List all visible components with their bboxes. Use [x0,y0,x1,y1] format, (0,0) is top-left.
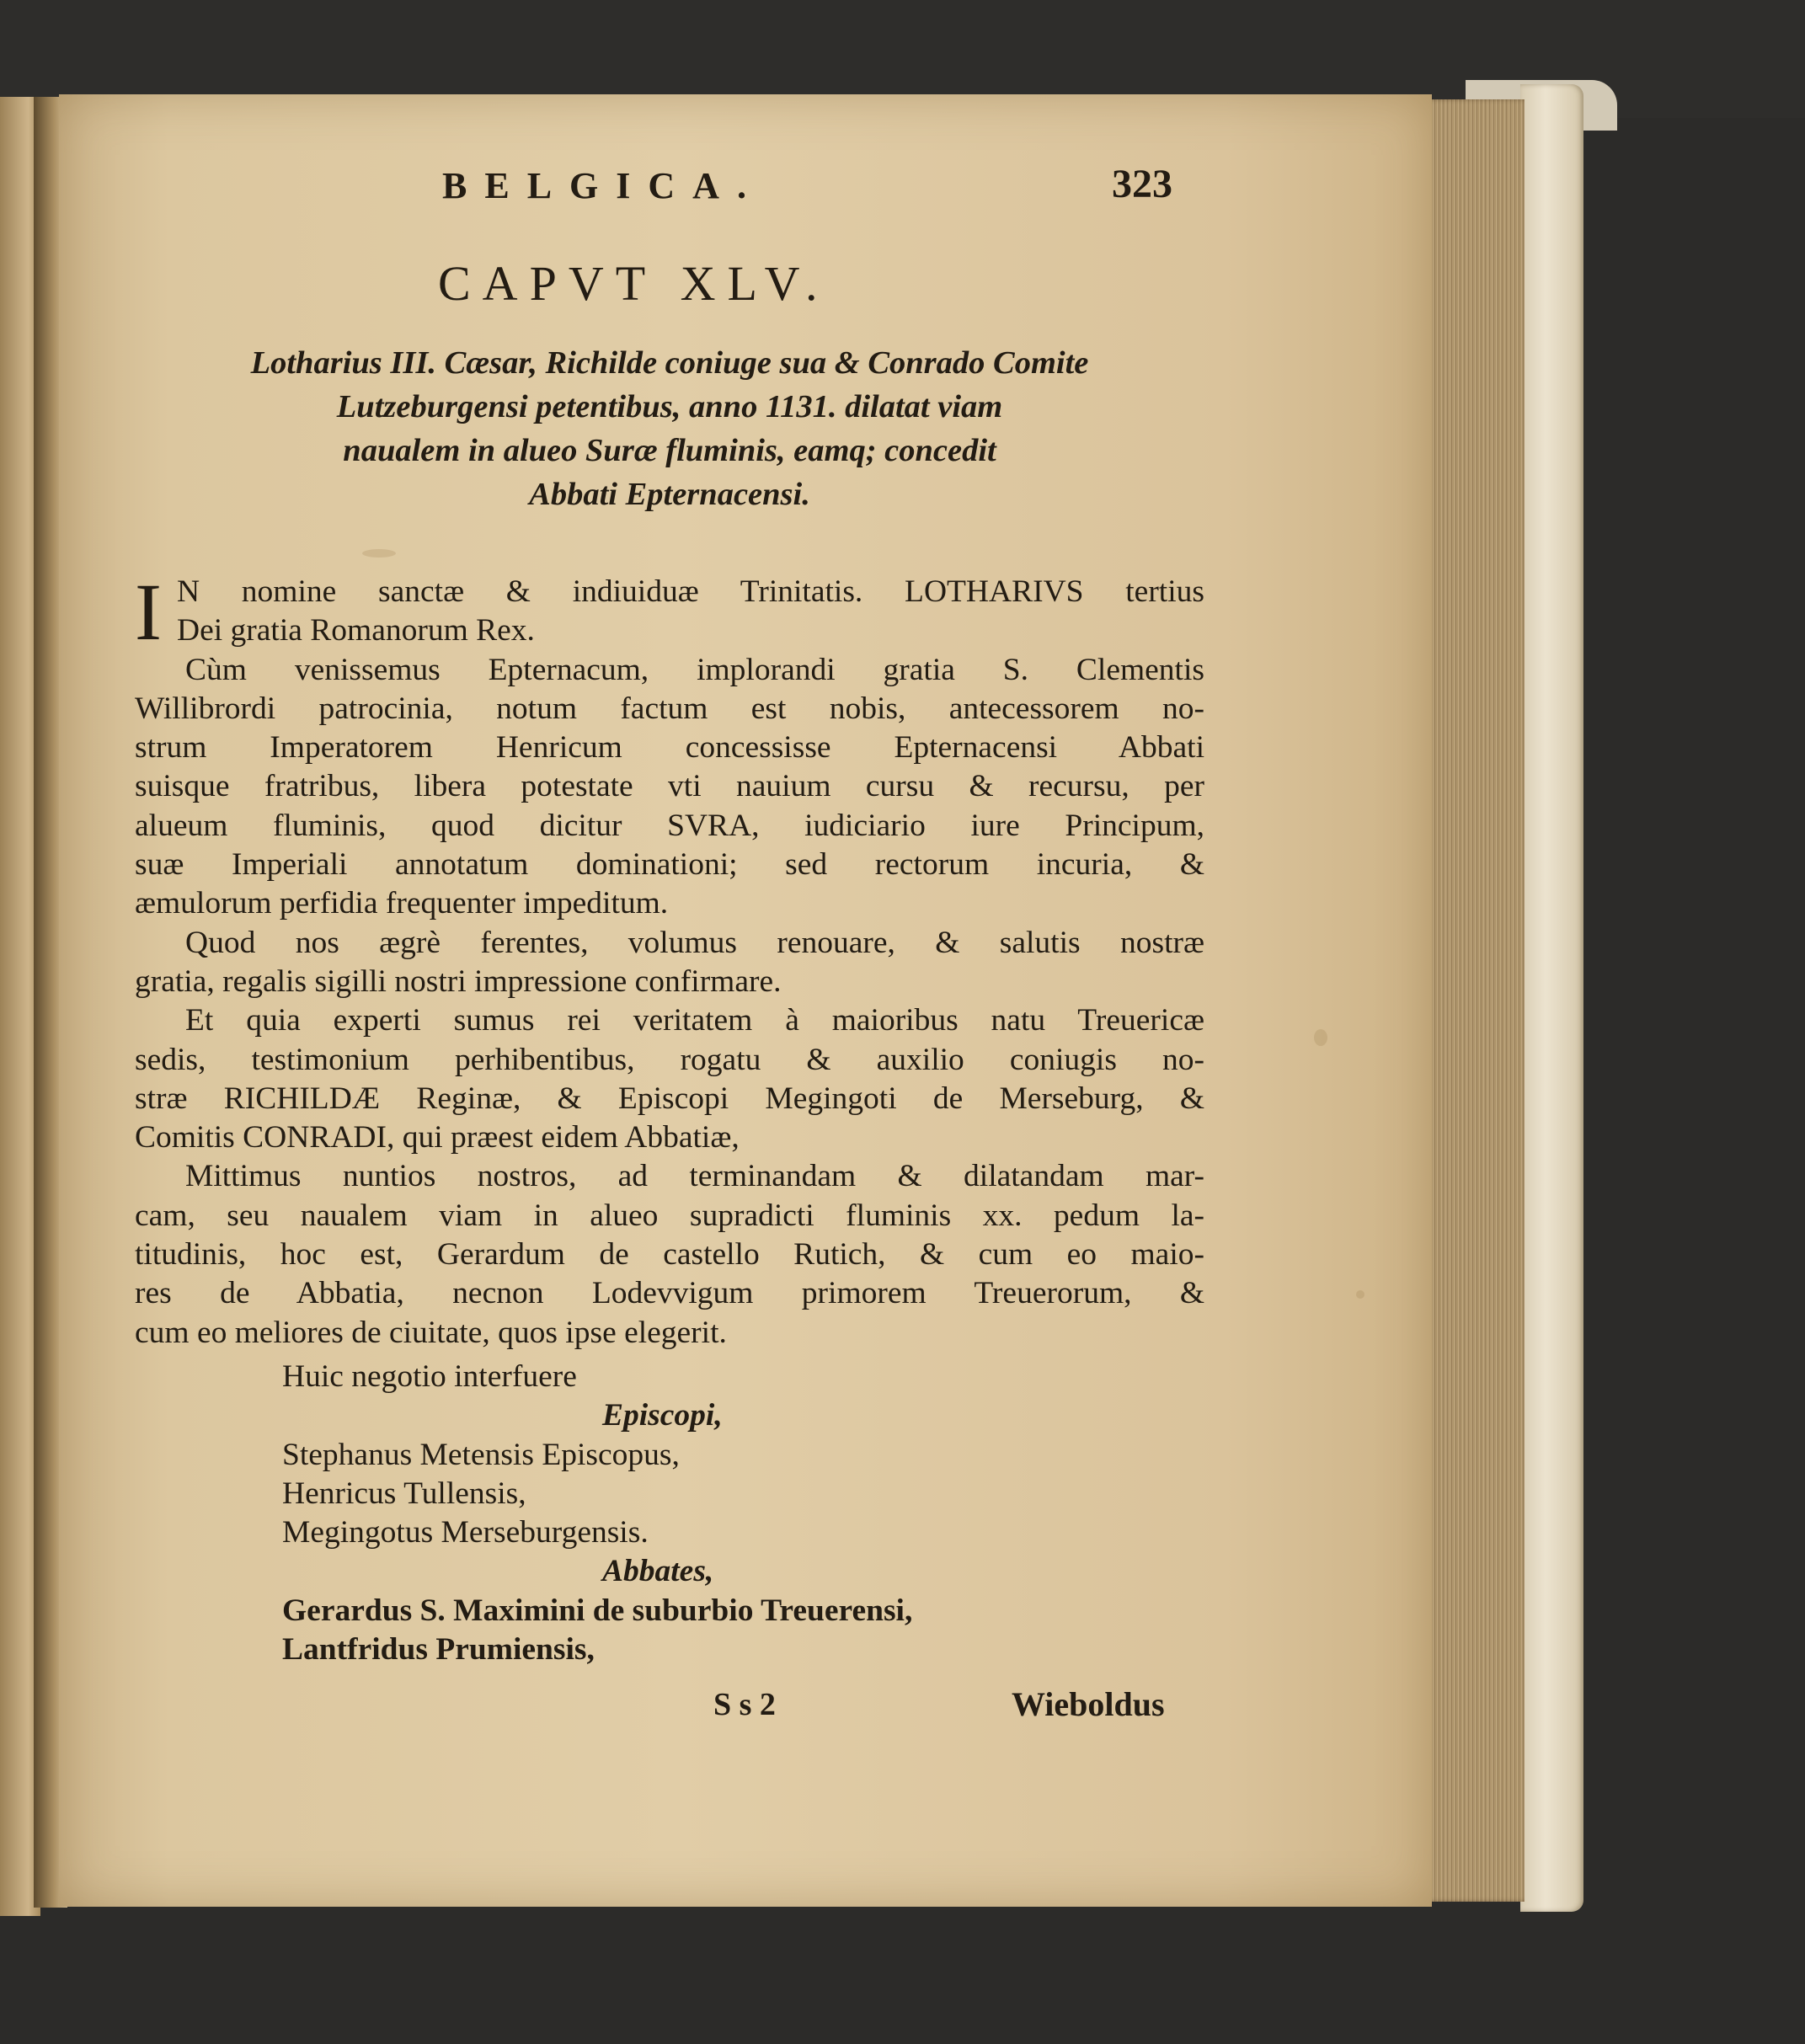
text-line: cum eo meliores de ciuitate, quos ipse elegerit. [135,1315,727,1350]
text-line: res de Abbatia, necnon Lodevvigum primorem Treuerorum, & [135,1276,1204,1311]
paper-stain [1356,1290,1364,1299]
summary-line: Abbati Epternacensi. [529,477,810,512]
summary-line: Lotharius III. Cæsar, Richilde coniuge sua & Conrado Comite [250,345,1089,381]
text-line: æmulorum perfidia frequenter impeditum. [135,886,669,921]
witness-bishop: Stephanus Metensis Episcopus, [282,1437,680,1472]
witness-bishop: Megingotus Merseburgensis. [282,1515,649,1550]
paper-stain [1314,1029,1327,1046]
text-line: Comitis CONRADI, qui præest eidem Abbatiæ, [135,1120,740,1155]
abbots-heading: Abbates, [602,1554,714,1589]
text-line: suæ Imperiali annotatum dominationi; sed rectorum incuria, & [135,847,1204,883]
catchword: Wieboldus [1012,1685,1165,1723]
drop-cap: I [135,567,162,657]
running-title: BELGICA. [442,165,764,206]
vellum-cover-edge [1520,84,1583,1912]
chapter-summary [135,341,1204,516]
summary-line: naualem in alueo Suræ fluminis, eamq; concedit [343,433,996,468]
witness-list [135,1358,1204,1669]
paper-stain [362,549,396,558]
text-line: strum Imperatorem Henricum concessisse Epternacensi Abbati [135,730,1204,766]
text-line: Cùm venissemus Epternacum, implorandi gratia S. Clementis [185,652,1204,687]
text-line: cam, seu naualem viam in alueo supradicti fluminis xx. pedum la- [135,1198,1204,1233]
charter-text [135,567,1204,1353]
text-line: alueum fluminis, quod dicitur SVRA, iudiciario iure Principum, [135,808,1204,843]
text-line: gratia, regalis sigilli nostri impressione confirmare. [135,963,782,999]
text-line: stræ RICHILDÆ Reginæ, & Episcopi Megingoti de Merseburg, & [135,1081,1204,1116]
summary-line: Lutzeburgensi petentibus, anno 1131. dilatat viam [336,389,1003,424]
chapter-heading: CAPVT XLV. [438,256,830,311]
signature-mark: S s 2 [713,1687,776,1722]
witness-bishop: Henricus Tullensis, [282,1476,526,1511]
paragraph [135,1001,1204,1157]
text-line: Dei gratia Romanorum Rex. [177,613,535,648]
text-line: suisque fratribus, libera potestate vti nauium cursu & recursu, per [135,769,1204,804]
text-line: sedis, testimonium perhibentibus, rogatu & auxilio coniugis no- [135,1042,1204,1077]
paragraph [135,1157,1204,1352]
text-line: Et quia experti sumus rei veritatem à maioribus natu Treuericæ [185,1003,1204,1038]
text-line: Quod nos ægrè ferentes, volumus renouare, & salutis nostræ [185,925,1204,960]
paragraph [135,924,1204,1002]
running-head [135,164,1196,215]
bishops-heading: Episcopi, [602,1398,723,1433]
text-line: Mittimus nuntios nostros, ad terminandam & dilatandam mar- [185,1159,1204,1194]
page-number: 323 [1112,162,1172,206]
text-line: titudinis, hoc est, Gerardum de castello Rutich, & cum eo maio- [135,1237,1204,1273]
witness-intro: Huic negotio interfuere [282,1359,577,1394]
paragraph [135,651,1204,924]
text-line: Willibrordi patrocinia, notum factum est nobis, antecessorem no- [135,691,1204,726]
witness-abbot: Gerardus S. Maximini de suburbio Treuerensi, [282,1593,913,1628]
witness-abbot: Lantfridus Prumiensis, [282,1632,595,1668]
opening-paragraph [135,567,1204,657]
text-line: N nomine sanctæ & indiuiduæ Trinitatis. LOTHARIVS tertius [177,574,1204,609]
page-block-edges [1423,99,1525,1902]
